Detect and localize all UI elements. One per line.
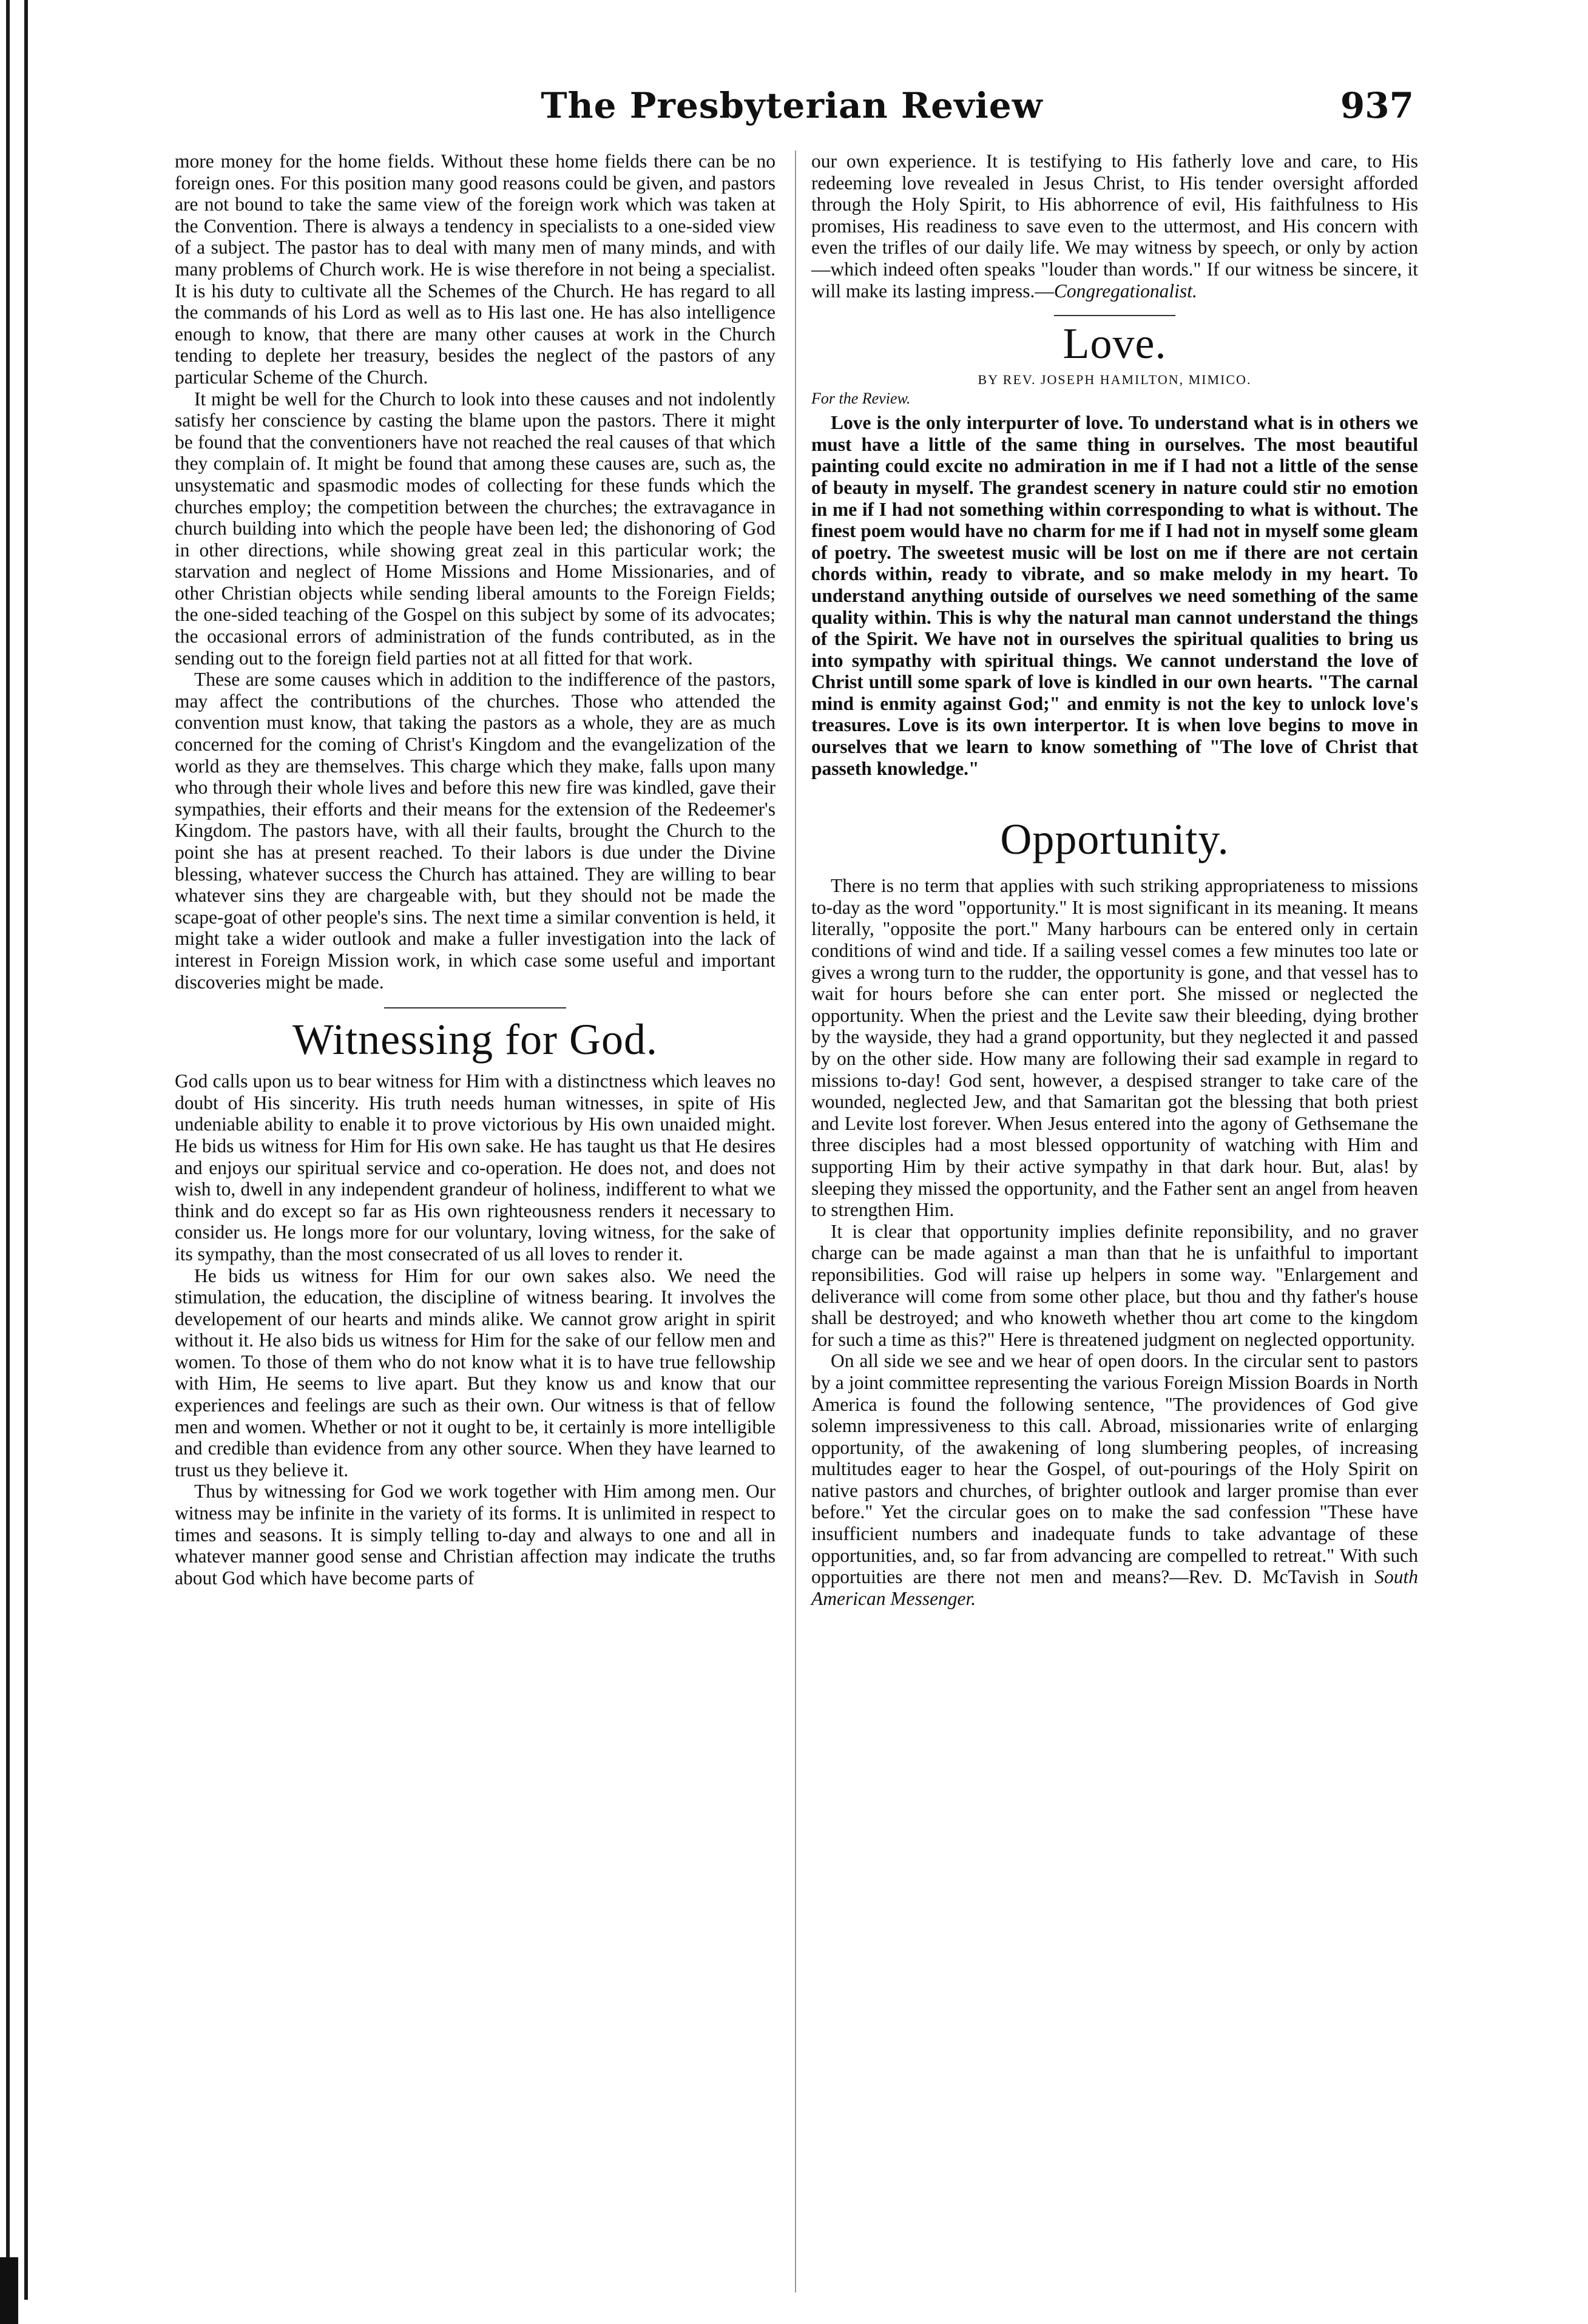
source-credit: South American Messenger. xyxy=(811,1566,1418,1609)
right-column xyxy=(811,150,1418,1609)
binding-edge-line-inner xyxy=(24,0,28,2300)
witnessing-continued-text: our own experience. It is testifying to His fatherly love and care, to His redeeming love revealed in Jesus Christ, to His tender oversight afforded through the Holy Spirit, to His abhorrence of evil, His faithfulness to His promises, His readiness to save even to the uttermost, and His concern with even the trifles of our daily life. We may witness by speech, or only by action—which indeed often speaks "louder than words." If our witness be sincere, it will make its lasting impress.— xyxy=(811,150,1418,302)
source-credit: Congregationalist. xyxy=(1053,280,1197,302)
opportunity-final-text: On all side we see and we hear of open doors. In the circular sent to pastors by a joint committee representing the various Foreign Mission Boards in North America is found the following sentence, "The providences of God give solemn impressiveness to this call. Abroad, missionaries write of enlarging opportunity, of the awakening of long slumbering peoples, of increasing multitudes eager to hear the Gospel, of out-pourings of the Holy Spirit on native pastors and churches, of brighter outlook and larger promise than ever before." Yet the circular goes on to make the sad confession "These have insufficient numbers and inadequate funds to take advantage of these opportunities, and, so far from advancing are compelled to retreat." With such opportuities are there not men and means?—Rev. D. McTavish in xyxy=(811,1350,1418,1588)
article-paragraph xyxy=(811,1350,1418,1609)
section-title-witnessing: Witnessing for God. xyxy=(292,1015,658,1064)
left-column xyxy=(175,150,775,1589)
article-paragraph: It is clear that opportunity implies definite reponsibility, and no graver charge can be made against a man than that he is unfaithful to important reponsibilities. God will raise up helpers in some way. "Enlargement and deliverance will come from some other place, but thou and thy father's house shall be destroyed; and who knoweth whether thou art come to the kingdom for such a time as this?" Here is threatened judgment on neglected opportunity. xyxy=(811,1220,1418,1350)
article-paragraph: Thus by witnessing for God we work together with Him among men. Our witness may be infinite in the variety of its forms. It is unlimited in respect to times and seasons. It is simply telling to-day and always to one and all in whatever manner good sense and Christian affection may indicate the truths about God which have become parts of xyxy=(175,1481,775,1589)
running-head xyxy=(170,85,1414,146)
binding-edge-block xyxy=(0,2257,18,2324)
section-title-opportunity: Opportunity. xyxy=(1000,815,1229,864)
article-paragraph: Love is the only interpurter of love. To understand what is in others we must have a little of the same thing in ourselves. The most beautiful painting could excite no admiration in me if I had not a little of the sense of beauty in myself. The grandest scenery in nature could stir no emotion in me if I had not something within corresponding to what is without. The finest poem would have no charm for me if I had not in myself some gleam of poetry. The sweetest music will be lost on me if there are not certain chords within, ready to vibrate, and so make melody in my heart. To understand anything outside of ourselves we need something of the same quality within. This is why the natural man cannot understand the things of the Spirit. We have not in ourselves the spiritual qualities to bring us into sympathy with spiritual things. We cannot understand the love of Christ untill some spark of love is kindled in our own hearts. "The carnal mind is enmity against God;" and enmity is not the key to unlock love's treasures. Love is its own interpertor. It is when love begins to move in ourselves that we learn to know something of "The love of Christ that passeth knowledge." xyxy=(811,412,1418,779)
binding-edge-line xyxy=(6,0,10,2300)
love-body xyxy=(811,412,1418,779)
article-paragraph: God calls upon us to bear witness for Him with a distinctness which leaves no doubt of His sincerity. His truth needs human witnesses, in spite of His undeniable ability to enable it to prove victorious by His own unaided might. He bids us witness for Him for His own sake. He has taught us that He desires and enjoys our spiritual service and co-operation. He does not, and does not wish to, dwell in any independent grandeur of holiness, indifferent to what we think and do except so far as His own righteousness renders it necessary to consider us. He longs more for our voluntary, loving witness, for the sake of its sympathy, than the most consecrated of us all loves to render it. xyxy=(175,1070,775,1265)
byline: BY REV. JOSEPH HAMILTON, MIMICO. xyxy=(978,372,1252,388)
article-paragraph: It might be well for the Church to look into these causes and not indolently satisfy her conscience by casting the blame upon the pastors. There it might be found that the conventioners have not reached the real causes of that which they complain of. It might be found that among these causes are, such as, the unsystematic and spasmodic modes of collecting for these funds which the churches employ; the competition between the churches; the extravagance in church building into which the people have been led; the dishonoring of God in other directions, while showing great zeal in this particular work; the starvation and neglect of Home Missions and Home Missionaries, and of other Christian objects while sending liberal amounts to the Foreign Fields; the one-sided teaching of the Gospel on this subject by some of its advocates; the occasional errors of administration of the funds contributed, as in the sending out to the foreign field parties not at all fitted for that work. xyxy=(175,388,775,669)
page-number: 937 xyxy=(1340,85,1414,126)
column-divider xyxy=(795,150,796,2292)
section-divider xyxy=(384,1007,566,1008)
section-divider xyxy=(1054,315,1175,316)
article-paragraph: He bids us witness for Him for our own sakes also. We need the stimulation, the education, the discipline of witness bearing. It involves the developement of our hearts and minds alike. We cannot grow aright in spirit without it. He also bids us witness for Him for the sake of our fellow men and women. To those of them who do not know what it is to have true fellowship with Him, He seems to live apart. But they know us and know that our experiences and feelings are such as their own. Our witness is that of fellow men and women. Whether or not it ought to be, it certainly is more intelligible and credible than evidence from any other source. When they have learned to trust us they believe it. xyxy=(175,1265,775,1481)
article-paragraph: There is no term that applies with such striking appropriateness to missions to-day as the word "opportunity." It is most significant in its meaning. It means literally, "opposite the port." Many harbours can be entered only in certain conditions of wind and tide. If a sailing vessel comes a few minutes too late or gives a wrong turn to the rudder, the opportunity is gone, and that vessel has to wait for hours before she can enter port. She missed or neglected the opportunity. When the priest and the Levite saw their bleeding, dying brother by the wayside, they had a grand opportunity, but they neglected it and passed by on the other side. How many are following their sad example in regard to missions to-day! God sent, however, a despised stranger to take care of the wounded, neglected Jew, and that Samaritan got the blessing that both priest and Levite lost forever. When Jesus entered into the agony of Gethsemane the three disciples had a most blessed opportunity of watching with Him and supporting Him by their active sympathy in that dark hour. But, alas! by sleeping they missed the opportunity, and the Father sent an angel from heaven to strengthen Him. xyxy=(811,875,1418,1221)
article-paragraph xyxy=(811,150,1418,302)
article-paragraph: These are some causes which in addition to the indifference of the pastors, may affect the contributions of the churches. Those who attended the convention must know, that taking the pastors as a whole, they are as much concerned for the coming of Christ's Kingdom and the evangelization of the world as they are themselves. This charge which they make, falls upon many who through their whole lives and before this new fire was kindled, gave their sympathies, their efforts and their means for the extension of the Redeemer's Kingdom. The pastors have, with all their faults, brought the Church to the point she has at present reached. To their labors is due under the Divine blessing, whatever success the Church has attained. They are willing to bear whatever sins they are chargeable with, but they should not be made the scape-goat of other people's sins. The next time a similar convention is held, it might take a wider outlook and make a fuller investigation into the lack of interest in Foreign Mission work, in which case some useful and important discoveries might be made. xyxy=(175,669,775,993)
section-title-love: Love. xyxy=(1063,319,1167,368)
journal-title: The Presbyterian Review xyxy=(541,85,1043,126)
article-paragraph: more money for the home fields. Without these home fields there can be no foreign ones. For this position many good reasons could be given, and pastors are not bound to take the same view of the foreign work which was taken at the Convention. There is always a tendency in specialists to a one-sided view of a subject. The pastor has to deal with many men of many minds, and with many problems of Church work. He is wise therefore in not being a specialist. It is his duty to cultivate all the Schemes of the Church. He has regard to all the commands of his Lord as well as to His last one. He has also intelligence enough to know, that there are many other causes at work in the Church tending to deplete her treasury, besides the neglect of the pastors of any particular Scheme of the Church. xyxy=(175,150,775,388)
for-review-note: For the Review. xyxy=(811,390,911,408)
